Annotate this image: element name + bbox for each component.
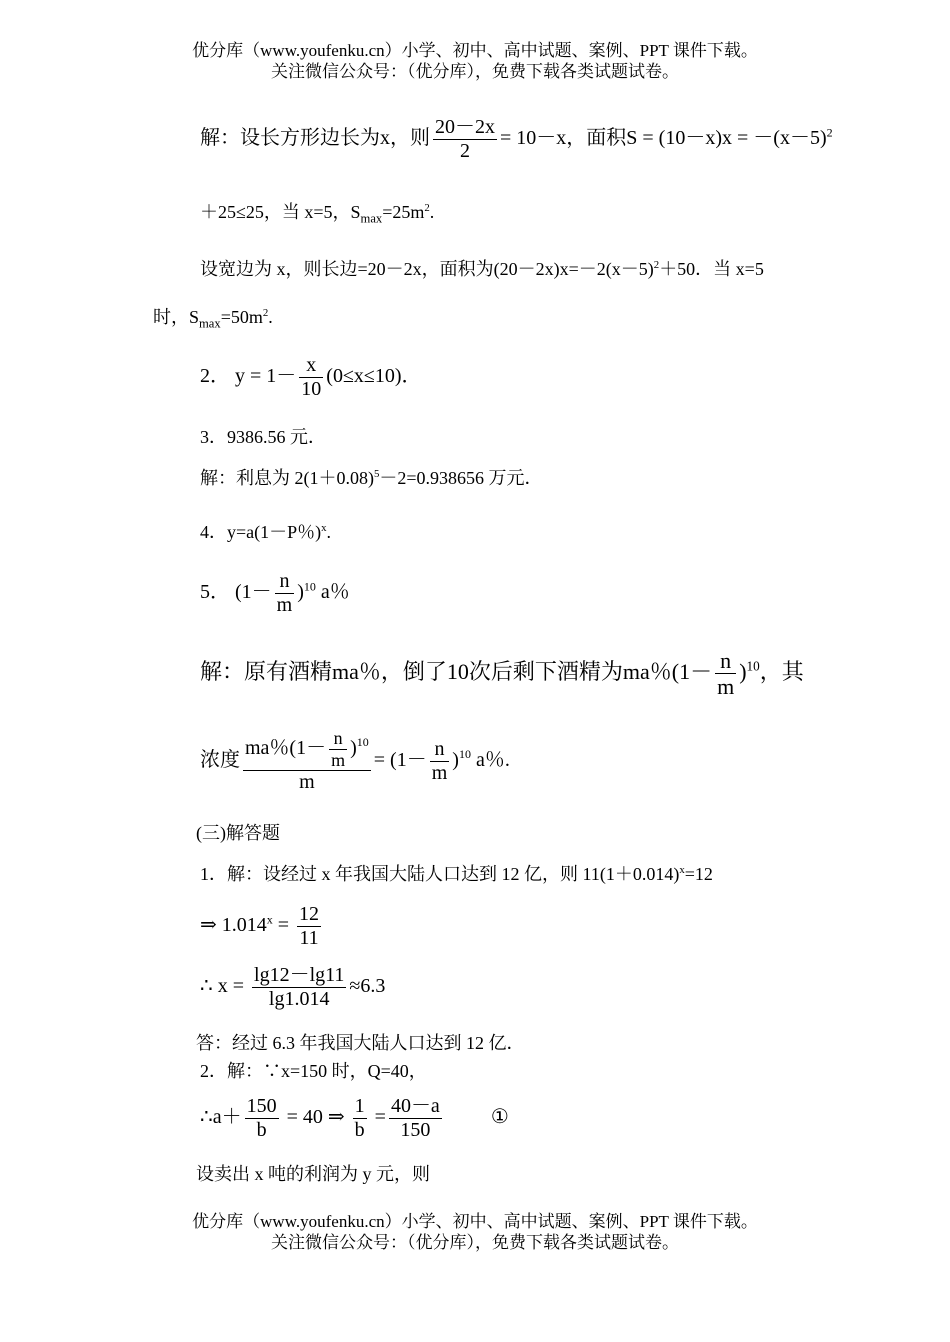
solution-1-intro: 解：设长方形边长为x，则 xyxy=(200,127,430,150)
fraction-1-over-b: $\frac{1}{b}$ xyxy=(354,1095,365,1141)
header-line-2: 关注微信公众号：（优分库），免费下载各类试题试卷。 xyxy=(271,62,679,81)
solution-width-line: 设宽边为 x，则长边=20－2x，面积为$(20-2x)x=-2(x-5)^2+50$．当 x=5 xyxy=(200,259,764,279)
question-2-solution: 2．解：∵x=150 时，Q=40， xyxy=(200,1061,427,1081)
page-header xyxy=(0,40,950,82)
fraction-x-over-10: $\frac{x}{10}$ xyxy=(301,354,322,400)
solution-1-line: 解：设长方形边长为x，则 $\frac{20-2x}{2}$ = 10－x，面积$S = (10-x)x = -(x-5)^2$ xyxy=(200,116,833,162)
answer-5: 5． (1－ $\frac{n}{m}$ )$^{10}$ a％ xyxy=(200,570,350,616)
answer-4: 4．y=a(1－P％)$^x$. xyxy=(200,522,332,542)
question-2-equation: ∴a＋ $\frac{150}{b}$ = 40 ⇒ $\frac{1}{b}$ = $\frac{40-a}{150}$ ① xyxy=(200,1095,509,1141)
fraction-150-over-b: $\frac{150}{b}$ xyxy=(246,1095,277,1141)
solution-1-continuation: ＋25≤25，当 x=5，$S_{max}=25m^2$. xyxy=(200,202,435,226)
answer-3: 3．9386.56 元． xyxy=(200,427,326,447)
concentration-formula: 浓度 ma％(1－ $\frac{n}{m}$ )$^{10}$ m = (1－ $\frac{n}{m}$ )$^{10}$ a％. xyxy=(200,728,510,794)
concentration-big-fraction: ma％(1－ $\frac{n}{m}$ )$^{10}$ m xyxy=(245,728,369,794)
fraction-n-over-m: $\frac{n}{m}$ xyxy=(431,737,448,784)
fraction-n-over-m: $\frac{n}{m}$ xyxy=(717,648,735,700)
fraction-20-2x-over-2: $\frac{20-2x}{2}$ xyxy=(435,116,495,162)
answer-5-solution: 解：原有酒精ma％，倒了10次后剩下酒精为ma％(1－ $\frac{n}{m}$ )$^{10}$，其 xyxy=(200,648,804,700)
fraction-12-over-11: $\frac{12}{11}$ xyxy=(299,903,320,949)
fraction-n-over-m: $\frac{n}{m}$ xyxy=(276,570,293,616)
question-1-step-3: ∴ x = $\frac{\lg 12-\lg 11}{\lg 1.014}$ ≈6.3 xyxy=(200,964,386,1010)
question-1-answer: 答：经过 6.3 年我国大陆人口达到 12 亿． xyxy=(196,1033,525,1053)
question-2-continuation: 设卖出 x 吨的利润为 y 元，则 xyxy=(196,1164,430,1184)
circled-one-marker: ① xyxy=(490,1106,509,1129)
section-heading: (三)解答题 xyxy=(196,823,280,843)
answer-3-solution: 解：利息为 $2(1+0.08)^5-2=0.938656$ 万元． xyxy=(200,468,543,488)
fraction-40-a-over-150: $\frac{40-a}{150}$ xyxy=(390,1095,440,1141)
footer-line-1: 优分库（www.youfenku.cn）小学、初中、高中试题、案例、PPT 课件下载。 xyxy=(192,1212,758,1231)
page-footer xyxy=(0,1211,950,1253)
question-1-solution: 1．解：设经过 x 年我国大陆人口达到 12 亿，则 $11(1+0.014)^x=12$ xyxy=(200,864,713,884)
question-1-step-2: ⇒ $1.014^x$ = $\frac{12}{11}$ xyxy=(200,903,320,949)
solution-width-continuation: 时，$S_{max}=50m^2$. xyxy=(153,307,273,331)
answer-2: 2． y = 1－ $\frac{x}{10}$ (0≤x≤10)． xyxy=(200,354,422,400)
footer-line-2: 关注微信公众号：（优分库），免费下载各类试题试卷。 xyxy=(271,1233,679,1252)
fraction-n-over-m: $\frac{n}{m}$ xyxy=(331,728,346,770)
fraction-lg-ratio: $\frac{\lg 12-\lg 11}{\lg 1.014}$ xyxy=(254,964,345,1010)
header-line-1: 优分库（www.youfenku.cn）小学、初中、高中试题、案例、PPT 课件下载。 xyxy=(192,41,758,60)
solution-1-equation: = 10－x，面积S = (10－x)x = －(x－5) xyxy=(500,127,827,150)
